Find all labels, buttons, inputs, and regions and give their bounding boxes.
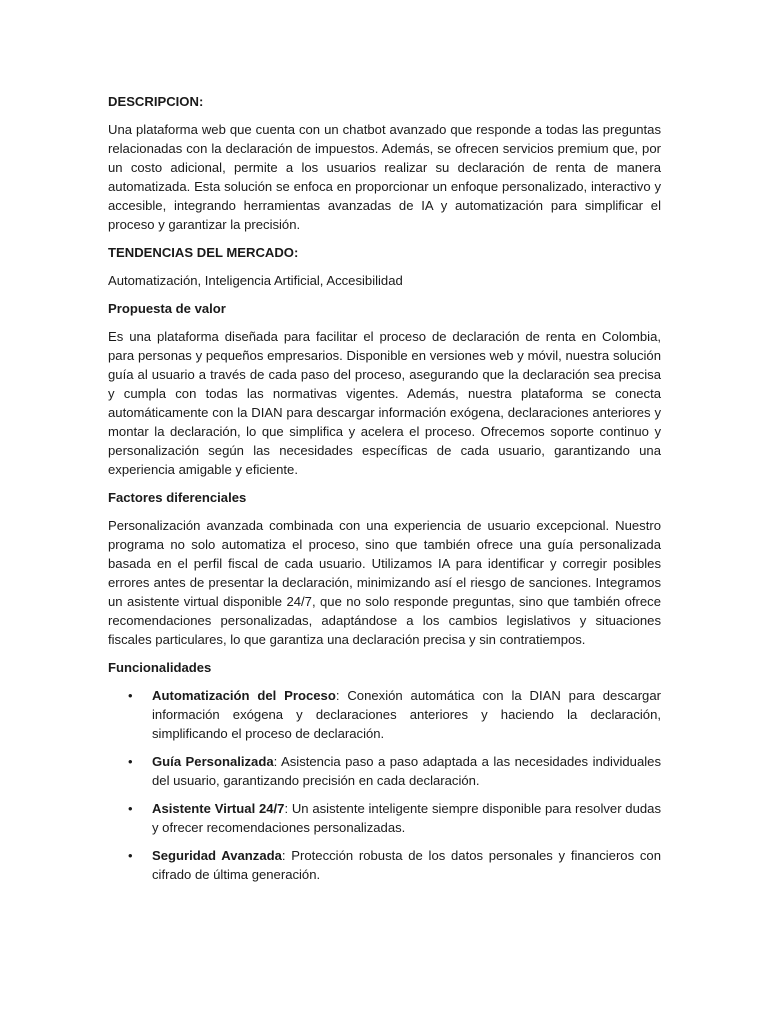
list-item-text: : Conexión automática con la DIAN para descargar información exógena y declaraciones anteriores y haciendo la declaración, simplificando el proceso de declaración. <box>152 688 661 741</box>
document-page <box>108 92 661 893</box>
list-item <box>108 846 661 884</box>
list-item <box>108 686 661 743</box>
descripcion-paragraph: Una plataforma web que cuenta con un chatbot avanzado que responde a todas las preguntas relacionadas con la declaración de impuestos. Además, se ofrecen servicios premium que, por un costo adicional, permite a los usuarios realizar su declaración de renta de manera automatizada. Esta solución se enfoca en proporcionar un enfoque personalizado, interactivo y accesible, integrando herramientas avanzadas de IA y automatización para simplificar el proceso y garantizar la precisión. <box>108 122 661 232</box>
bullet-icon: • <box>128 754 133 769</box>
list-item <box>108 799 661 837</box>
list-item-title: Asistente Virtual 24/7 <box>152 801 285 816</box>
propuesta-heading: Propuesta de valor <box>108 301 226 316</box>
propuesta-paragraph: Es una plataforma diseñada para facilitar el proceso de declaración de renta en Colombia, para personas y pequeños empresarios. Disponible en versiones web y móvil, nuestra solución guía al usuario a través de cada paso del proceso, asegurando que la declaración sea precisa y cumpla con todas las normativas vigentes. Además, nuestra plataforma se conecta automáticamente con la DIAN para descargar información exógena, declaraciones anteriores y montar la declaración, lo que simplifica y acelera el proceso. Ofrecemos soporte continuo y personalización según las necesidades específicas de cada usuario, garantizando una experiencia amigable y eficiente. <box>108 329 661 477</box>
tendencias-paragraph: Automatización, Inteligencia Artificial, Accesibilidad <box>108 273 403 288</box>
funcionalidades-list <box>108 686 661 884</box>
list-item-title: Seguridad Avanzada <box>152 848 282 863</box>
bullet-icon: • <box>128 688 133 703</box>
bullet-icon: • <box>128 801 133 816</box>
factores-heading: Factores diferenciales <box>108 490 247 505</box>
list-item-text: : Protección robusta de los datos personales y financieros con cifrado de última generación. <box>152 848 661 882</box>
list-item <box>108 752 661 790</box>
list-item-title: Guía Personalizada <box>152 754 274 769</box>
funcionalidades-heading: Funcionalidades <box>108 660 212 675</box>
descripcion-heading: DESCRIPCION: <box>108 94 204 109</box>
tendencias-heading: TENDENCIAS DEL MERCADO: <box>108 245 299 260</box>
factores-paragraph: Personalización avanzada combinada con una experiencia de usuario excepcional. Nuestro programa no solo automatiza el proceso, sino que también ofrece una guía personalizada basada en el perfil fiscal de cada usuario. Utilizamos IA para identificar y corregir posibles errores antes de presentar la declaración, minimizando así el riesgo de sanciones. Integramos un asistente virtual disponible 24/7, que no solo responde preguntas, sino que también ofrece recomendaciones personalizadas, adaptándose a los cambios legislativos y situaciones fiscales particulares, lo que garantiza una declaración precisa y sin contratiempos. <box>108 518 661 647</box>
list-item-title: Automatización del Proceso <box>152 688 336 703</box>
list-item-text: : Asistencia paso a paso adaptada a las necesidades individuales del usuario, garantizando precisión en cada declaración. <box>152 754 661 788</box>
list-item-text: : Un asistente inteligente siempre disponible para resolver dudas y ofrecer recomendaciones personalizadas. <box>152 801 661 835</box>
bullet-icon: • <box>128 848 133 863</box>
